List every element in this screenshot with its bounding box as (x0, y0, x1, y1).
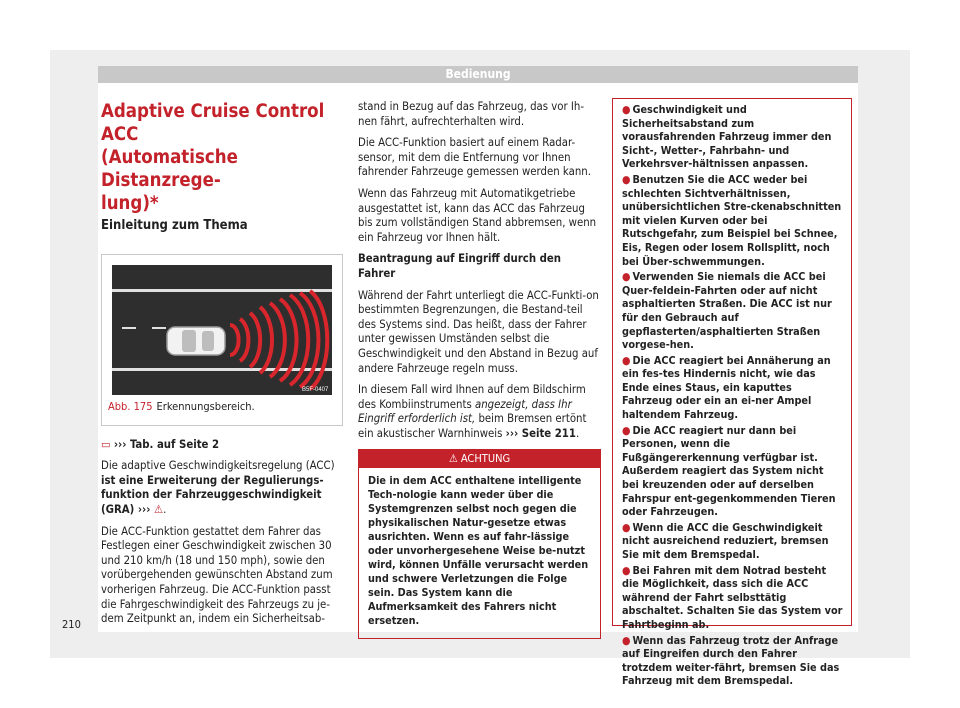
radar-detection-illustration (112, 265, 332, 395)
paragraph-intro: Die adaptive Geschwindigkeitsregelung (ACC) ist eine Erweiterung der Regulierungs-funktion der Fahrzeuggeschwindigkeit (GRA) ››› ⚠. (101, 459, 335, 516)
section-header: Bedienung (98, 66, 858, 83)
warning-box (358, 449, 601, 639)
paragraph-automatic: Wenn das Fahrzeug mit Automatikgetriebe ausgestattet ist, kann das ACC das Fahrzeug bis zum vollständigen Stand abbremsen, wenn ein Fahrzeug vor Ihnen hält. (358, 186, 597, 244)
figure-code: B5F-0407 (302, 386, 329, 393)
book-icon: ▭ (101, 437, 111, 451)
paragraph-display: In diesem Fall wird Ihnen auf dem Bildschirm des Kombiinstruments angezeigt, dass Ihr Eingriff erforderlich ist, beim Bremsen ertönt ein akustischer Warnhinweis ››› Seite 211. (358, 383, 587, 440)
list-item: ● Geschwindigkeit und Sicherheitsabstand zum vorausfahrenden Fahrzeug immer den Sicht-, Wetter-, Fahrbahn- und Verkehrsver-hältnissen anpassen. (622, 103, 832, 171)
tab-reference[interactable]: ▭ ››› Tab. auf Seite 2 (101, 437, 220, 451)
list-item: ● Wenn die ACC die Geschwindigkeit nicht ausreichend reduziert, bremsen Sie mit dem Bremspedal. (622, 520, 829, 561)
page-211-link[interactable]: ››› Seite 211 (505, 426, 576, 440)
column-2 (358, 100, 601, 639)
warning-continuation-box (612, 98, 852, 688)
page-number: 210 (62, 618, 81, 631)
paragraph-continuation: stand in Bezug auf das Fahrzeug, das vor Ih-nen fährt, aufrechterhalten wird. (358, 100, 585, 128)
list-item: ● Die ACC reagiert bei Annäherung an ein fes-tes Hindernis nicht, wie das Ende eines Staus, ein kaputtes Fahrzeug oder ein an ei-ner Ampel haltendem Fahrzeug. (622, 353, 831, 422)
column-1 (101, 100, 345, 634)
list-item: ● Verwenden Sie niemals die ACC bei Quer-feldein-Fahrten oder auf nicht asphaltierten Straßen. Die ACC ist nur für den Gebrauch auf gepflasterten/asphaltierten Straßen vorgese-hen. (622, 270, 832, 352)
subtitle: Einleitung zum Thema (101, 218, 248, 233)
warning-icon: ⚠ (448, 452, 458, 466)
warning-icon[interactable]: ⚠ (153, 502, 164, 516)
list-item: ● Wenn das Fahrzeug trotz der Anfrage auf Eingreifen durch den Fahrer trotzdem weiter-fährt, bremsen Sie das Fahrzeug mit dem Bremspedal. (622, 633, 840, 688)
list-item: ● Benutzen Sie die ACC weder bei schlechten Sichtverhältnissen, unübersichtlichen Stre-ckenabschnitten mit vielen Kurven oder bei Rutschgefahr, zum Beispiel bei Schnee, Eis, Regen oder losem Rollsplitt, noch bei Über-schwemmungen. (622, 172, 842, 268)
paragraph-limits: Während der Fahrt unterliegt die ACC-Funkti-on bestimmten Begrenzungen, die Bestand-teil des Systems sind. Das heißt, dass der Fahrer unter gewissen Umständen selbst die Geschwindigkeit und den Abstand in Bezug auf andere Fahrzeuge regeln muss. (358, 288, 599, 375)
figure-175 (101, 254, 343, 426)
figure-caption: Abb. 175 Erkennungsbereich. (108, 399, 255, 413)
list-item: ● Die ACC reagiert nur dann bei Personen, wenn die Fußgängererkennung verfügbar ist. Außerdem reagiert das System nicht bei kreuzenden oder auf derselben Fahrspur ent-gegenkommenden Tieren oder Fahrzeugen. (622, 423, 836, 519)
section-heading: Beantragung auf Eingriff durch den Fahrer (358, 252, 562, 280)
paragraph-function: Die ACC-Funktion gestattet dem Fahrer das Festlegen einer Geschwindigkeit zwischen 30 und 210 km/h (18 und 150 mph), sowie den vorübergehenden gewünschten Abstand zum vorherigen Fahrzeug. Die ACC-Funktion passt die Fahrgeschwindigkeit des Fahrzeugs zu je-dem Zeitpunkt an, indem ein Sicherheitsab- (101, 524, 333, 626)
warning-header: ⚠ ACHTUNG (359, 450, 600, 468)
paragraph-radar: Die ACC-Funktion basiert auf einem Radar-sensor, mit dem die Entfernung vor Ihnen fahrender Fahrzeuge gemessen werden kann. (358, 136, 591, 179)
warning-text: Die in dem ACC enthaltene intelligente Tech-nologie kann weder über die Systemgrenzen selbst noch gegen die physikalischen Natur-gesetze etwas ausrichten. Wenn es auf fahr-lässige oder unvorhergesehene Weise be-nutzt wird, können Unfälle verursacht werden und schwere Verletzungen die Folge sein. Das System kann die Aufmerksamkeit des Fahrers nicht ersetzen. (368, 474, 589, 628)
list-item: ● Bei Fahren mit dem Notrad besteht die Möglichkeit, dass sich die ACC während der Fahrt selbsttätig abschaltet. Schalten Sie das System vor Fahrtbeginn ab. (622, 563, 843, 631)
page-title: Adaptive Cruise Control ACC (Automatische Distanzrege- lung)* (101, 101, 325, 214)
